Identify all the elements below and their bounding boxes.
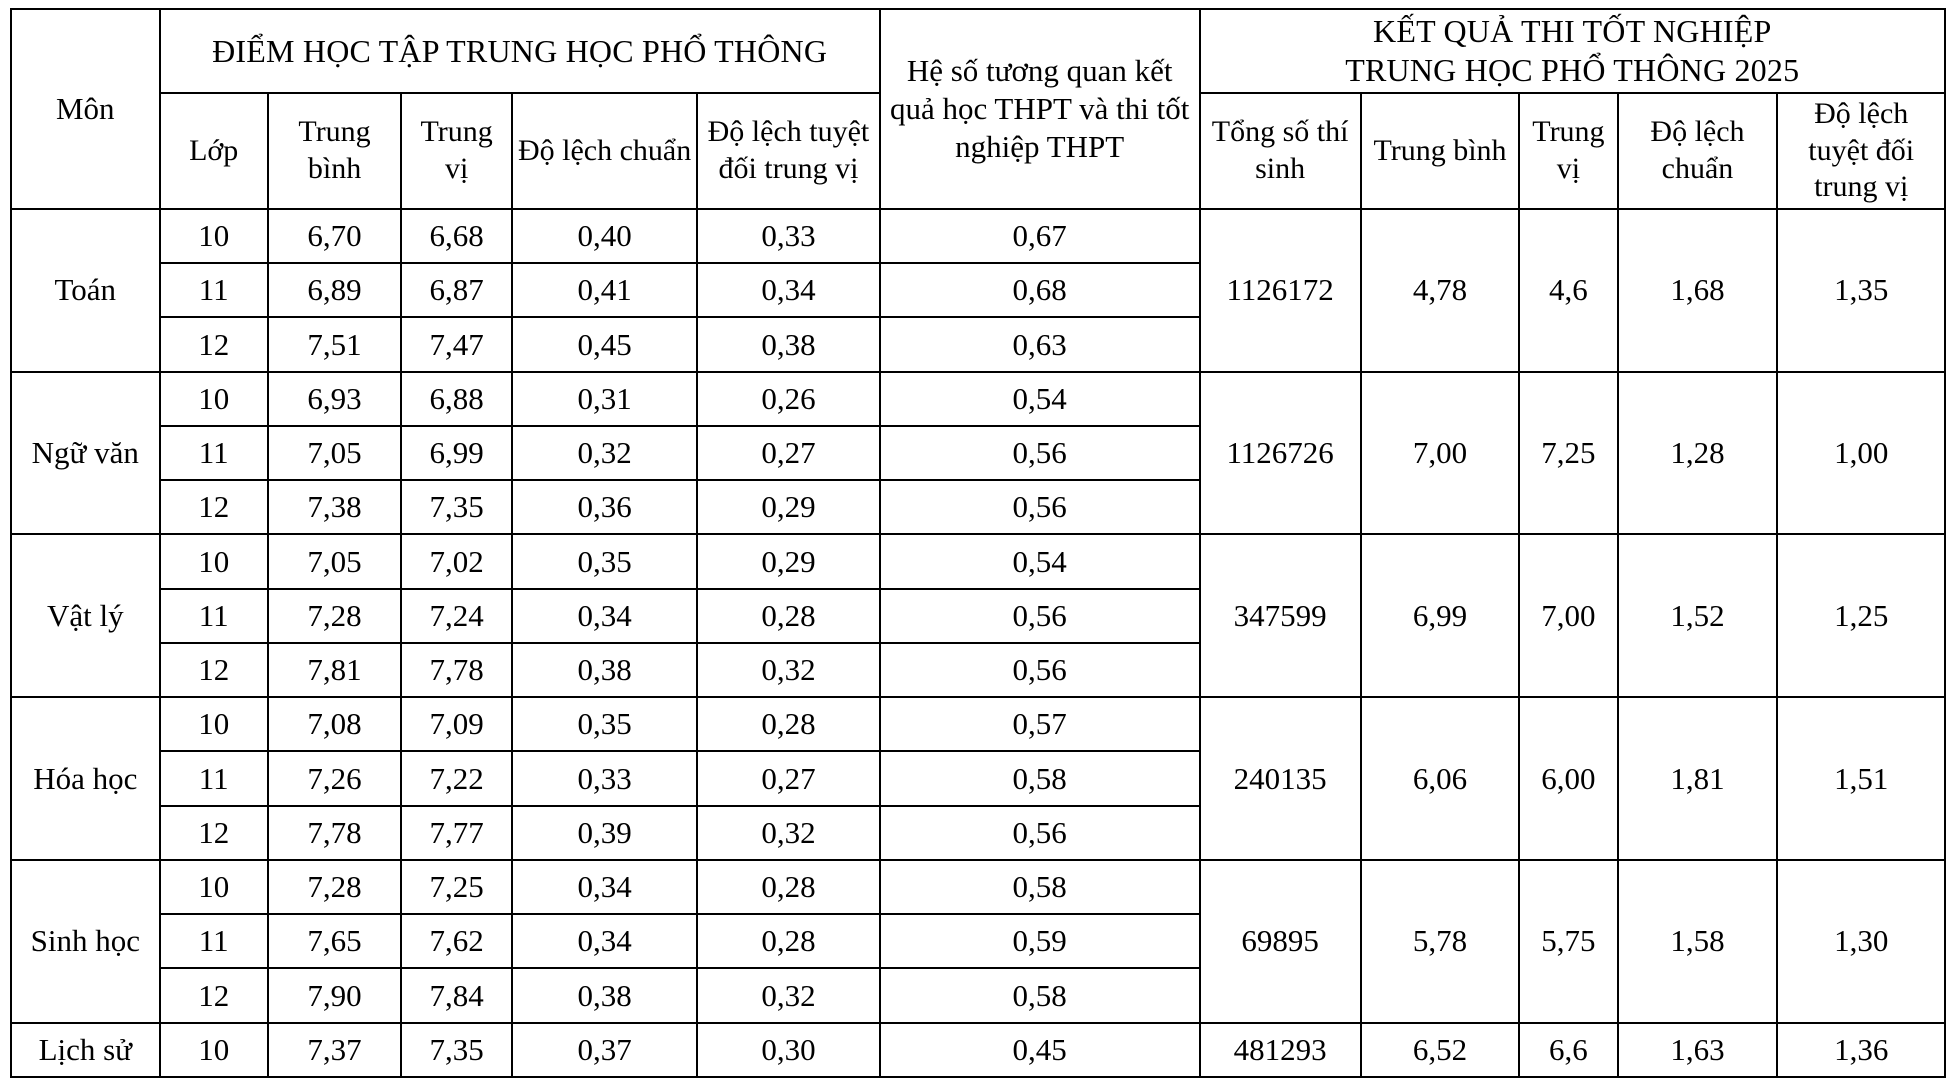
cell-exam-trung-binh: 4,78 <box>1361 209 1520 372</box>
cell-trung-vi: 7,25 <box>401 860 512 914</box>
cell-he-so-tuong-quan: 0,57 <box>880 697 1200 751</box>
statistics-table <box>10 8 1946 1078</box>
table-row <box>11 697 1945 751</box>
cell-he-so-tuong-quan: 0,59 <box>880 914 1200 968</box>
table-row <box>11 209 1945 263</box>
cell-do-lech-chuan: 0,40 <box>512 209 697 263</box>
cell-trung-vi: 7,35 <box>401 480 512 534</box>
cell-do-lech-chuan: 0,34 <box>512 860 697 914</box>
cell-trung-vi: 7,84 <box>401 968 512 1022</box>
cell-he-so-tuong-quan: 0,58 <box>880 860 1200 914</box>
cell-do-lech-chuan: 0,39 <box>512 806 697 860</box>
cell-exam-do-lech-chuan: 1,63 <box>1618 1023 1778 1077</box>
cell-tong-so-thi-sinh: 1126726 <box>1200 372 1361 535</box>
cell-do-lech-chuan: 0,35 <box>512 697 697 751</box>
cell-lop: 10 <box>160 860 268 914</box>
header-group-exam-line1: KẾT QUẢ THI TỐT NGHIỆP <box>1373 13 1772 49</box>
cell-he-so-tuong-quan: 0,56 <box>880 589 1200 643</box>
cell-trung-vi: 7,47 <box>401 317 512 371</box>
table-row <box>11 1023 1945 1077</box>
cell-trung-vi: 6,87 <box>401 263 512 317</box>
cell-do-lech-tuyet-doi-trung-vi: 0,28 <box>697 860 880 914</box>
cell-lop: 12 <box>160 643 268 697</box>
cell-trung-vi: 7,62 <box>401 914 512 968</box>
cell-trung-binh: 7,65 <box>268 914 401 968</box>
cell-tong-so-thi-sinh: 69895 <box>1200 860 1361 1023</box>
cell-exam-trung-vi: 4,6 <box>1519 209 1617 372</box>
header-do-lech-chuan: Độ lệch chuẩn <box>512 93 697 209</box>
cell-do-lech-tuyet-doi-trung-vi: 0,33 <box>697 209 880 263</box>
cell-do-lech-tuyet-doi-trung-vi: 0,34 <box>697 263 880 317</box>
cell-do-lech-tuyet-doi-trung-vi: 0,32 <box>697 806 880 860</box>
cell-he-so-tuong-quan: 0,58 <box>880 751 1200 805</box>
header-group-hoc-tap: ĐIỂM HỌC TẬP TRUNG HỌC PHỔ THÔNG <box>160 9 880 93</box>
header-exam-do-lech-tuyet-doi-trung-vi: Độ lệch tuyệt đối trung vị <box>1777 93 1945 209</box>
cell-trung-vi: 7,78 <box>401 643 512 697</box>
header-exam-trung-binh: Trung bình <box>1361 93 1520 209</box>
subject-name-cell: Hóa học <box>11 697 160 860</box>
cell-he-so-tuong-quan: 0,54 <box>880 534 1200 588</box>
cell-trung-vi: 6,99 <box>401 426 512 480</box>
cell-exam-trung-vi: 5,75 <box>1519 860 1617 1023</box>
cell-lop: 10 <box>160 534 268 588</box>
cell-do-lech-tuyet-doi-trung-vi: 0,26 <box>697 372 880 426</box>
cell-lop: 11 <box>160 589 268 643</box>
header-group-ket-qua-thi <box>1200 9 1945 93</box>
cell-trung-vi: 7,77 <box>401 806 512 860</box>
cell-lop: 12 <box>160 480 268 534</box>
cell-lop: 11 <box>160 914 268 968</box>
cell-trung-binh: 6,89 <box>268 263 401 317</box>
cell-do-lech-tuyet-doi-trung-vi: 0,28 <box>697 589 880 643</box>
cell-exam-do-lech-chuan: 1,58 <box>1618 860 1778 1023</box>
cell-exam-do-lech-tuyet-doi-trung-vi: 1,30 <box>1777 860 1945 1023</box>
cell-exam-do-lech-tuyet-doi-trung-vi: 1,36 <box>1777 1023 1945 1077</box>
table-row <box>11 860 1945 914</box>
cell-do-lech-chuan: 0,36 <box>512 480 697 534</box>
cell-trung-binh: 7,26 <box>268 751 401 805</box>
cell-do-lech-tuyet-doi-trung-vi: 0,28 <box>697 697 880 751</box>
cell-lop: 12 <box>160 968 268 1022</box>
cell-do-lech-chuan: 0,34 <box>512 589 697 643</box>
cell-he-so-tuong-quan: 0,54 <box>880 372 1200 426</box>
cell-exam-trung-vi: 7,00 <box>1519 534 1617 697</box>
cell-trung-binh: 7,37 <box>268 1023 401 1077</box>
cell-do-lech-tuyet-doi-trung-vi: 0,38 <box>697 317 880 371</box>
cell-lop: 11 <box>160 751 268 805</box>
header-tong-so-thi-sinh: Tổng số thí sinh <box>1200 93 1361 209</box>
table-row <box>11 372 1945 426</box>
cell-lop: 11 <box>160 426 268 480</box>
cell-he-so-tuong-quan: 0,56 <box>880 426 1200 480</box>
table-row <box>11 534 1945 588</box>
cell-trung-binh: 7,08 <box>268 697 401 751</box>
cell-do-lech-chuan: 0,37 <box>512 1023 697 1077</box>
cell-do-lech-tuyet-doi-trung-vi: 0,28 <box>697 914 880 968</box>
cell-exam-trung-vi: 6,6 <box>1519 1023 1617 1077</box>
cell-lop: 12 <box>160 317 268 371</box>
cell-exam-do-lech-tuyet-doi-trung-vi: 1,51 <box>1777 697 1945 860</box>
cell-exam-do-lech-tuyet-doi-trung-vi: 1,00 <box>1777 372 1945 535</box>
cell-do-lech-tuyet-doi-trung-vi: 0,32 <box>697 643 880 697</box>
header-mon: Môn <box>11 9 160 209</box>
cell-trung-binh: 7,05 <box>268 426 401 480</box>
header-do-lech-tuyet-doi-trung-vi: Độ lệch tuyệt đối trung vị <box>697 93 880 209</box>
table-head <box>11 9 1945 209</box>
cell-trung-binh: 7,81 <box>268 643 401 697</box>
cell-tong-so-thi-sinh: 1126172 <box>1200 209 1361 372</box>
cell-exam-do-lech-tuyet-doi-trung-vi: 1,25 <box>1777 534 1945 697</box>
header-exam-trung-vi: Trung vị <box>1519 93 1617 209</box>
cell-he-so-tuong-quan: 0,56 <box>880 480 1200 534</box>
cell-trung-vi: 7,22 <box>401 751 512 805</box>
cell-exam-do-lech-chuan: 1,68 <box>1618 209 1778 372</box>
cell-he-so-tuong-quan: 0,67 <box>880 209 1200 263</box>
cell-tong-so-thi-sinh: 240135 <box>1200 697 1361 860</box>
subject-name-cell: Lịch sử <box>11 1023 160 1077</box>
cell-trung-binh: 7,28 <box>268 589 401 643</box>
cell-lop: 12 <box>160 806 268 860</box>
header-exam-do-lech-chuan: Độ lệch chuẩn <box>1618 93 1778 209</box>
cell-do-lech-chuan: 0,35 <box>512 534 697 588</box>
cell-trung-binh: 7,51 <box>268 317 401 371</box>
header-group-exam-line2: TRUNG HỌC PHỔ THÔNG 2025 <box>1345 52 1800 89</box>
header-lop: Lớp <box>160 93 268 209</box>
cell-he-so-tuong-quan: 0,45 <box>880 1023 1200 1077</box>
header-trung-binh: Trung bình <box>268 93 401 209</box>
cell-lop: 10 <box>160 372 268 426</box>
cell-do-lech-chuan: 0,38 <box>512 643 697 697</box>
cell-lop: 11 <box>160 263 268 317</box>
cell-exam-do-lech-chuan: 1,81 <box>1618 697 1778 860</box>
cell-he-so-tuong-quan: 0,63 <box>880 317 1200 371</box>
cell-exam-trung-binh: 5,78 <box>1361 860 1520 1023</box>
cell-lop: 10 <box>160 1023 268 1077</box>
cell-exam-trung-binh: 7,00 <box>1361 372 1520 535</box>
cell-tong-so-thi-sinh: 347599 <box>1200 534 1361 697</box>
header-group-row <box>11 9 1945 93</box>
cell-trung-vi: 7,24 <box>401 589 512 643</box>
cell-do-lech-chuan: 0,33 <box>512 751 697 805</box>
cell-he-so-tuong-quan: 0,56 <box>880 806 1200 860</box>
cell-exam-trung-vi: 7,25 <box>1519 372 1617 535</box>
cell-lop: 10 <box>160 209 268 263</box>
cell-trung-binh: 6,93 <box>268 372 401 426</box>
cell-he-so-tuong-quan: 0,56 <box>880 643 1200 697</box>
cell-do-lech-chuan: 0,38 <box>512 968 697 1022</box>
header-group-correlation: Hệ số tương quan kết quả học THPT và thi tốt nghiệp THPT <box>880 9 1200 209</box>
cell-trung-vi: 6,88 <box>401 372 512 426</box>
table-body <box>11 209 1945 1077</box>
cell-do-lech-chuan: 0,34 <box>512 914 697 968</box>
cell-trung-vi: 7,02 <box>401 534 512 588</box>
cell-do-lech-chuan: 0,31 <box>512 372 697 426</box>
cell-exam-do-lech-tuyet-doi-trung-vi: 1,35 <box>1777 209 1945 372</box>
cell-he-so-tuong-quan: 0,58 <box>880 968 1200 1022</box>
cell-exam-do-lech-chuan: 1,52 <box>1618 534 1778 697</box>
cell-do-lech-chuan: 0,45 <box>512 317 697 371</box>
cell-do-lech-tuyet-doi-trung-vi: 0,27 <box>697 426 880 480</box>
header-trung-vi: Trung vị <box>401 93 512 209</box>
cell-do-lech-chuan: 0,32 <box>512 426 697 480</box>
cell-trung-binh: 7,90 <box>268 968 401 1022</box>
cell-do-lech-tuyet-doi-trung-vi: 0,27 <box>697 751 880 805</box>
cell-trung-binh: 7,78 <box>268 806 401 860</box>
cell-tong-so-thi-sinh: 481293 <box>1200 1023 1361 1077</box>
cell-trung-binh: 7,28 <box>268 860 401 914</box>
cell-trung-vi: 7,35 <box>401 1023 512 1077</box>
cell-exam-trung-vi: 6,00 <box>1519 697 1617 860</box>
subject-name-cell: Vật lý <box>11 534 160 697</box>
cell-he-so-tuong-quan: 0,68 <box>880 263 1200 317</box>
subject-name-cell: Ngữ văn <box>11 372 160 535</box>
cell-trung-vi: 7,09 <box>401 697 512 751</box>
subject-name-cell: Sinh học <box>11 860 160 1023</box>
cell-do-lech-tuyet-doi-trung-vi: 0,29 <box>697 480 880 534</box>
cell-exam-trung-binh: 6,52 <box>1361 1023 1520 1077</box>
cell-do-lech-chuan: 0,41 <box>512 263 697 317</box>
subject-name-cell: Toán <box>11 209 160 372</box>
cell-do-lech-tuyet-doi-trung-vi: 0,30 <box>697 1023 880 1077</box>
cell-trung-binh: 7,38 <box>268 480 401 534</box>
cell-exam-trung-binh: 6,06 <box>1361 697 1520 860</box>
cell-trung-vi: 6,68 <box>401 209 512 263</box>
cell-lop: 10 <box>160 697 268 751</box>
cell-exam-do-lech-chuan: 1,28 <box>1618 372 1778 535</box>
cell-trung-binh: 7,05 <box>268 534 401 588</box>
cell-do-lech-tuyet-doi-trung-vi: 0,29 <box>697 534 880 588</box>
cell-exam-trung-binh: 6,99 <box>1361 534 1520 697</box>
cell-trung-binh: 6,70 <box>268 209 401 263</box>
cell-do-lech-tuyet-doi-trung-vi: 0,32 <box>697 968 880 1022</box>
